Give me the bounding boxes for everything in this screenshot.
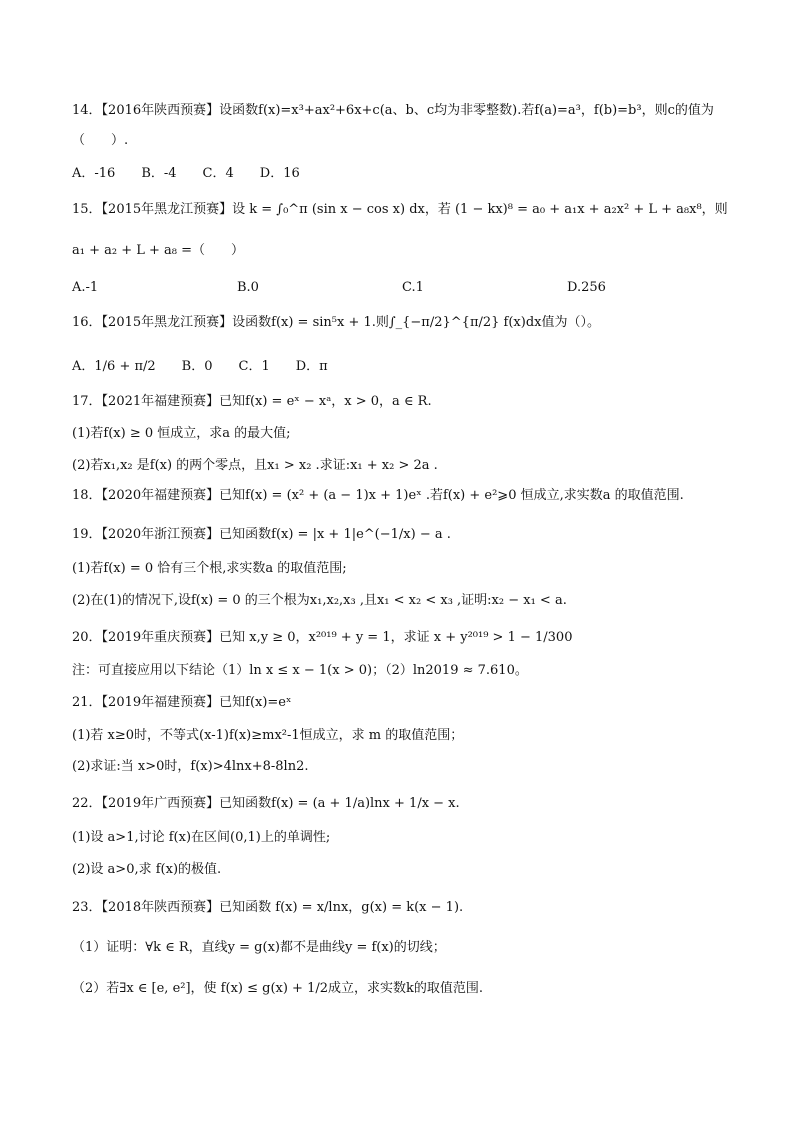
problem-20-note: 注：可直接应用以下结论（1）ln x ≤ x − 1(x > 0)；（2）ln2019 ≈ 7.610。 bbox=[72, 663, 528, 678]
problem-21-stem-line-1: 21．【2019年福建预赛】已知f(x)=eˣ bbox=[72, 695, 292, 710]
problem-19-part-2: (2)在(1)的情况下,设f(x) = 0 的三个根为x₁,x₂,x₃ ,且x₁ < x₂ < x₃ ,证明:x₂ − x₁ < a. bbox=[72, 593, 567, 608]
problem-22-part-2: (2)设 a>0,求 f(x)的极值. bbox=[72, 862, 222, 877]
problem-23-stem-line-1: 23．【2018年陕西预赛】已知函数 f(x) = x/lnx，g(x) = k(x − 1). bbox=[72, 900, 464, 915]
problem-17-part-1: (1)若f(x) ≥ 0 恒成立，求a 的最大值; bbox=[72, 426, 291, 441]
problem-16-option-d: D．π bbox=[295, 359, 328, 374]
problem-14-option-b: B．-4 bbox=[141, 166, 177, 181]
problem-21-part-2: (2)求证:当 x>0时，f(x)>4lnx+8-8ln2. bbox=[72, 759, 309, 774]
problem-23-part-2: （2）若∃x ∈ [e, e²]，使 f(x) ≤ g(x) + 1/2成立，求实数k的取值范围. bbox=[72, 981, 484, 996]
problem-15-option-d: D.256 bbox=[567, 280, 606, 295]
problem-14-stem-line-2: （ ）. bbox=[72, 133, 129, 148]
problem-15-option-a: A.-1 bbox=[72, 280, 99, 295]
problem-18-stem-line-1: 18．【2020年福建预赛】已知f(x) = (x² + (a − 1)x + 1)eˣ .若f(x) + e²⩾0 恒成立,求实数a 的取值范围. bbox=[72, 488, 684, 503]
problem-16-option-a: A．1/6 + π/2 bbox=[72, 359, 156, 374]
problem-19-stem-line-1: 19．【2020年浙江预赛】已知函数f(x) = |x + 1|e^(−1/x) − a . bbox=[72, 527, 451, 542]
problem-21-part-1: (1)若 x≥0时，不等式(x-1)f(x)≥mx²-1恒成立，求 m 的取值范围； bbox=[72, 728, 464, 743]
problem-23-part-1: （1）证明：∀k ∈ R，直线y = g(x)都不是曲线y = f(x)的切线； bbox=[72, 940, 446, 955]
problem-14-option-a: A．-16 bbox=[72, 166, 116, 181]
problem-15-stem-line-2: a₁ + a₂ + L + a₈ =（ ） bbox=[72, 243, 245, 258]
problem-14-option-d: D．16 bbox=[259, 166, 300, 181]
problem-19-part-1: (1)若f(x) = 0 恰有三个根,求实数a 的取值范围; bbox=[72, 561, 347, 576]
problem-15-option-b: B.0 bbox=[237, 280, 259, 295]
problem-14-options bbox=[72, 164, 734, 184]
problem-15-option-c: C.1 bbox=[402, 280, 424, 295]
problem-16-option-c: C．1 bbox=[238, 359, 270, 374]
problem-17-part-2: (2)若x₁,x₂ 是f(x) 的两个零点，且x₁ > x₂ .求证:x₁ + x₂ > 2a . bbox=[72, 458, 438, 473]
problem-14-stem-line-1: 14．【2016年陕西预赛】设函数f(x)=x³+ax²+6x+c(a、b、c均为非零整数).若f(a)=a³，f(b)=b³，则c的值为 bbox=[72, 103, 714, 118]
problem-22-stem-line-1: 22．【2019年广西预赛】已知函数f(x) = (a + 1/a)lnx + 1/x − x. bbox=[72, 796, 460, 811]
problem-14-option-c: C．4 bbox=[202, 166, 234, 181]
problem-15-options bbox=[72, 278, 734, 298]
problem-16-stem-line-1: 16．【2015年黑龙江预赛】设函数f(x) = sin⁵x + 1.则∫_{−π/2}^{π/2} f(x)dx值为（）。 bbox=[72, 315, 600, 330]
problem-17-stem-line-1: 17．【2021年福建预赛】已知f(x) = eˣ − xᵃ，x > 0，a ∈ R. bbox=[72, 394, 432, 409]
problem-16-option-b: B．0 bbox=[181, 359, 213, 374]
problem-22-part-1: (1)设 a>1,讨论 f(x)在区间(0,1)上的单调性; bbox=[72, 830, 331, 845]
problem-16-options bbox=[72, 357, 734, 377]
problem-15-stem-line-1: 15．【2015年黑龙江预赛】设 k = ∫₀^π (sin x − cos x) dx，若 (1 − kx)⁸ = a₀ + a₁x + a₂x² + L + a₈x⁸，则 bbox=[72, 202, 728, 217]
problem-20-stem-line-1: 20．【2019年重庆预赛】已知 x,y ≥ 0，x²⁰¹⁹ + y = 1，求证 x + y²⁰¹⁹ > 1 − 1/300 bbox=[72, 630, 573, 645]
